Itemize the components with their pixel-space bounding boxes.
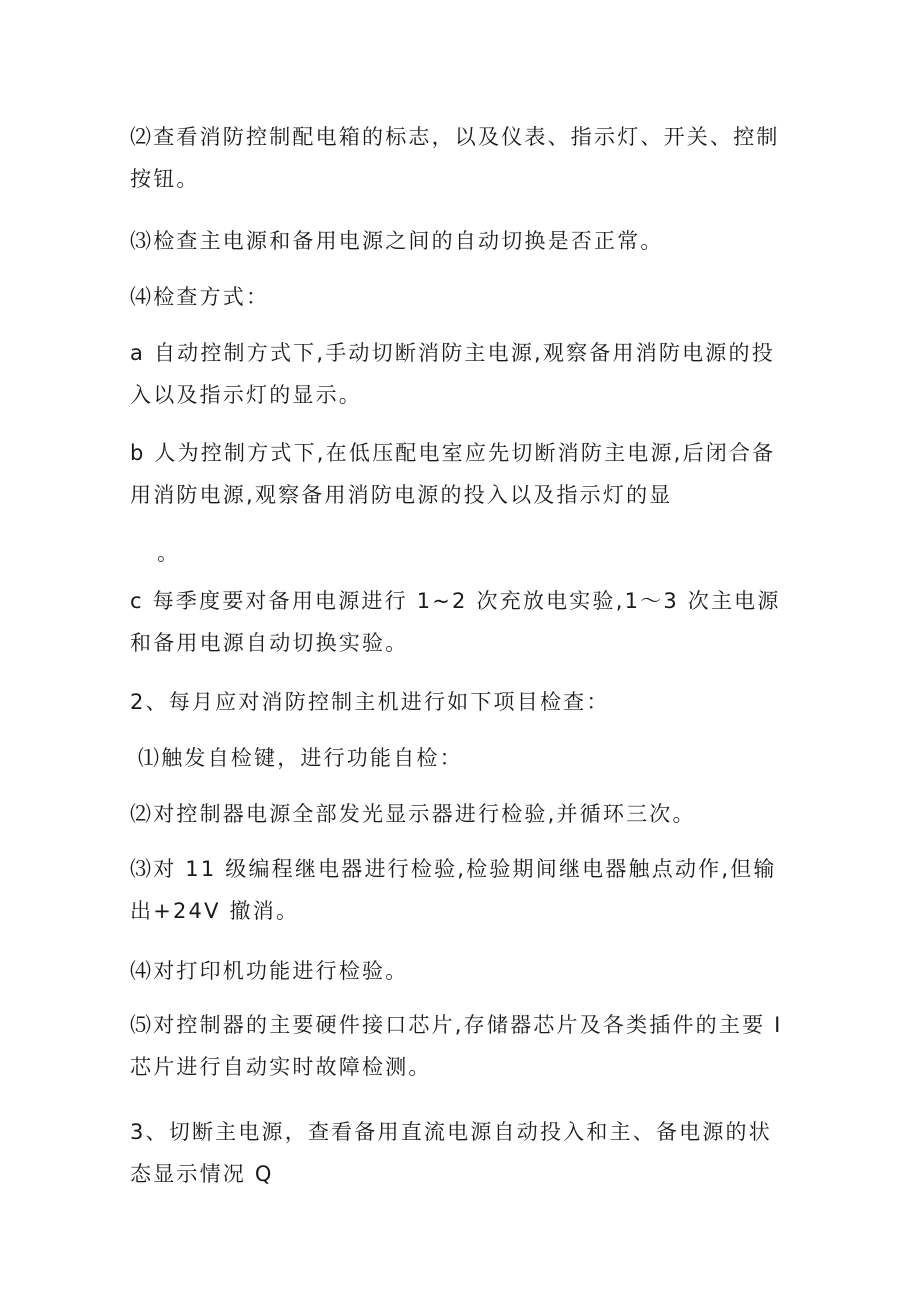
paragraph-monthly-check-heading: 2、每月应对消防控制主机进行如下项目检查： [130, 690, 610, 714]
paragraph-printer-test: ⑷对打印机功能进行检验。 [130, 959, 409, 983]
paragraph-cut-main-power: 3、切断主电源，查看备用直流电源自动投入和主、备电源的状态显示情况 Q [130, 1120, 772, 1186]
paragraph-check-power-switch: ⑶检查主电源和备用电源之间的自动切换是否正常。 [130, 229, 664, 253]
paragraph-relay-test: ⑶对 11 级编程继电器进行检验,检验期间继电器触点动作,但输出+24V 撤消。 [130, 857, 777, 923]
paragraph-check-distribution-box: ⑵查看消防控制配电箱的标志，以及仪表、指示灯、开关、控制按钮。 [130, 125, 780, 191]
paragraph-method-c: c 每季度要对备用电源进行 1~2 次充放电实验,1〜3 次主电源和备用电源自动切换实验。 [130, 589, 781, 655]
paragraph-self-test: ⑴触发自检键，进行功能自检： [138, 746, 463, 770]
paragraph-display-test: ⑵对控制器电源全部发光显示器进行检验,并循环三次。 [130, 802, 696, 826]
paragraph-method-a: a 自动控制方式下,手动切断消防主电源,观察备用消防电源的投入以及指示灯的显示。 [130, 341, 775, 407]
paragraph-check-method: ⑷检查方式： [130, 285, 270, 309]
paragraph-chip-detection: ⑸对控制器的主要硬件接口芯片,存储器芯片及各类插件的主要 I 芯片进行自动实时故障检测。 [130, 1013, 783, 1079]
paragraph-orphan-period: 。 [157, 541, 178, 565]
paragraph-method-b: b 人为控制方式下,在低压配电室应先切断消防主电源,后闭合备用消防电源,观察备用消防电源的投入以及指示灯的显 [130, 441, 776, 507]
